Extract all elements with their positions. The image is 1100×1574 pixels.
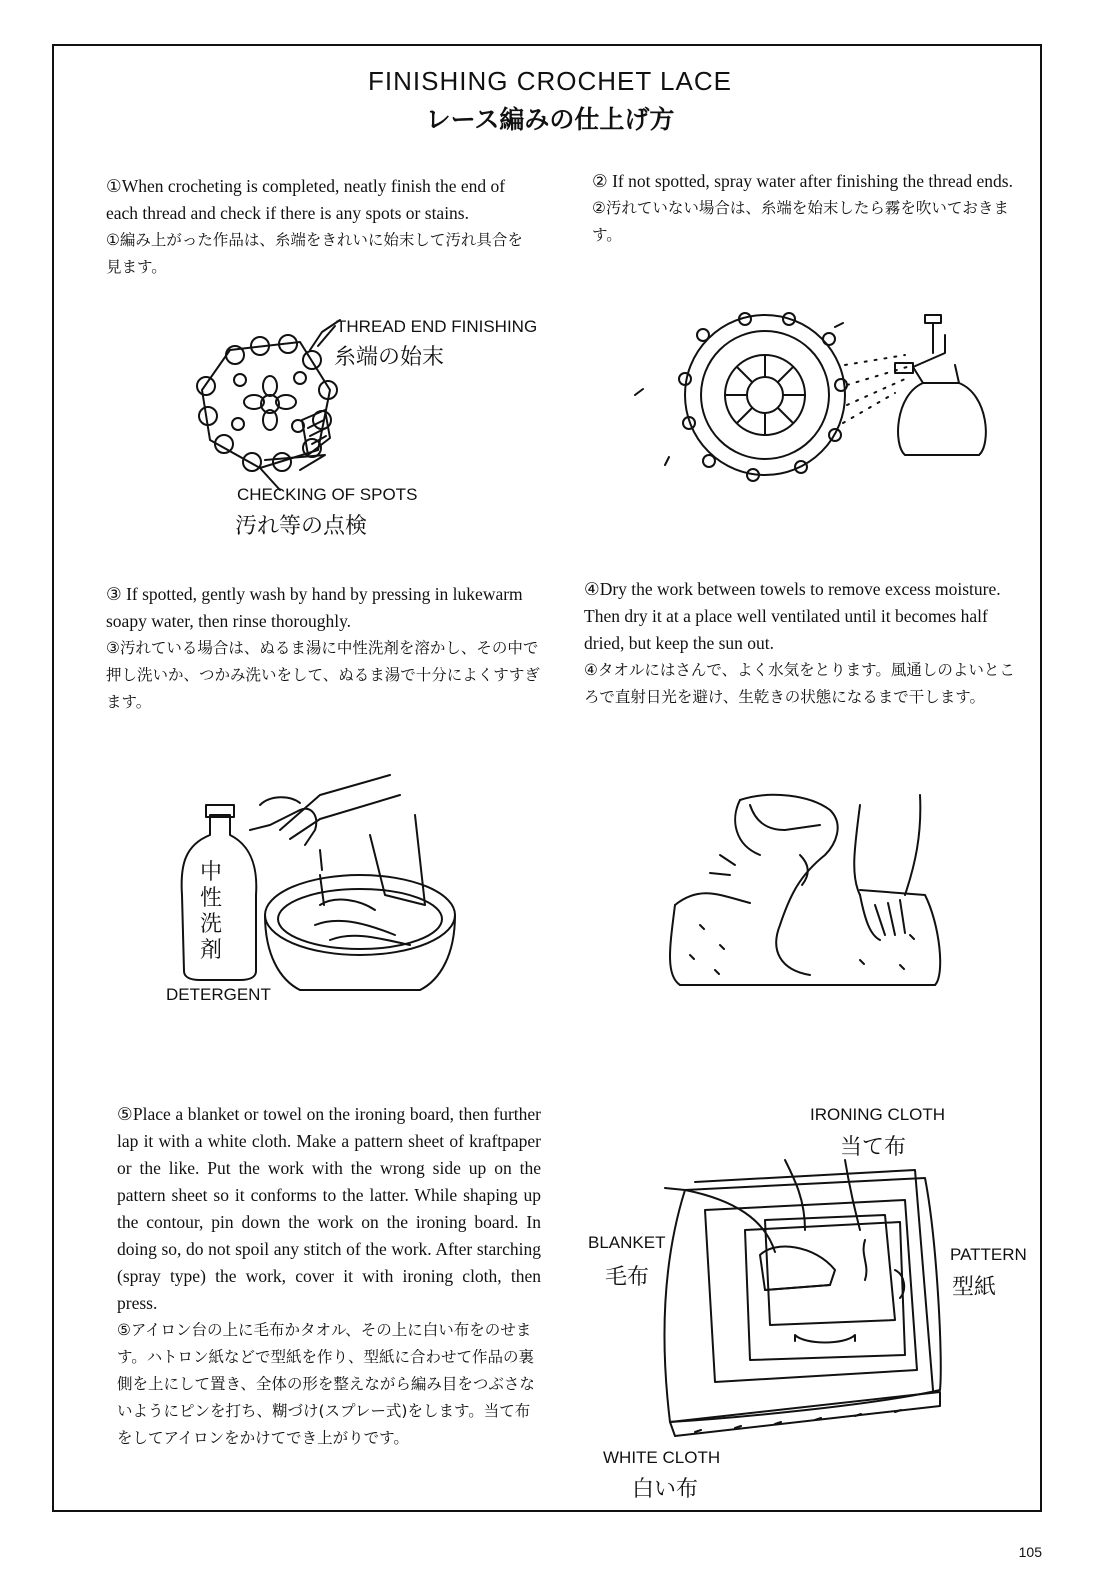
blanket-label-japanese: 毛布: [605, 1265, 650, 1290]
page-title-japanese: レース編みの仕上げ方: [425, 105, 675, 134]
step-3-english: ③ If spotted, gently wash by hand by pressing in lukewarm soapy water, then rinse thoroughly.: [106, 584, 523, 631]
ironing-cloth-label: IRONING CLOTH: [810, 1105, 946, 1124]
page-number: 105: [1018, 1544, 1042, 1560]
page-title: FINISHING CROCHET LACE: [368, 66, 732, 96]
step-5: [117, 1101, 541, 1452]
checking-spots-label-japanese: 汚れ等の点検: [235, 514, 368, 539]
step-5-english: ⑤Place a blanket or towel on the ironing board, then further lap it with a white cloth. Make a pattern sheet of kraftpaper or the like. Put the work with the wrong side up on the pattern sheet so it conforms to the latter. While shaping up the contour, pin down the work on the ironing board. In doing so, do not spoil any stitch of the work. After starching (spray type) the work, cover it with ironing cloth, then press.: [117, 1104, 541, 1313]
white-cloth-label-japanese: 白い布: [632, 1477, 699, 1502]
step-3: [106, 581, 550, 716]
thread-end-label-japanese: 糸端の始末: [334, 345, 445, 370]
spray-illustration: [625, 305, 1025, 505]
step-4-japanese: ④タオルにはさんで、よく水気をとります。風通しのよいところで直射日光を避け、生乾きの状態になるまで干します。: [584, 661, 1015, 706]
ironing-cloth-label-japanese: 当て布: [840, 1135, 907, 1160]
step-1-japanese: ①編み上がった作品は、糸端をきれいに始末して汚れ具合を見ます。: [106, 231, 523, 276]
doily-illustration: [190, 320, 350, 490]
thread-end-label: THREAD END FINISHING: [336, 317, 538, 336]
step-1: [106, 173, 536, 281]
step-2-japanese: ②汚れていない場合は、糸端を始末したら霧を吹いておきます。: [592, 199, 1009, 244]
step-2-english: ② If not spotted, spray water after finishing the thread ends.: [592, 171, 1013, 191]
detergent-bottle-label: 中性洗剤: [200, 860, 223, 963]
step-2: [592, 168, 1020, 249]
blanket-label: BLANKET: [588, 1233, 666, 1252]
pattern-label: PATTERN: [950, 1245, 1027, 1264]
detergent-label: DETERGENT: [166, 985, 271, 1004]
white-cloth-label: WHITE CLOTH: [603, 1448, 721, 1467]
step-5-japanese: ⑤アイロン台の上に毛布かタオル、その上に白い布をのせます。ハトロン紙などで型紙を作り、型紙に合わせて作品の裏側を上にして置き、全体の形を整えながら編み目をつぶさないようにピンを打ち、糊づけ(スプレー式)をします。当て布をしてアイロンをかけてでき上がりです。: [117, 1321, 535, 1447]
towel-drying-illustration: [660, 785, 950, 1000]
pattern-label-japanese: 型紙: [952, 1275, 997, 1300]
step-3-japanese: ③汚れている場合は、ぬるま湯に中性洗剤を溶かし、その中で押し洗いか、つかみ洗いをして、ぬるま湯で十分によくすすぎます。: [106, 639, 540, 711]
ironing-illustration: [655, 1160, 945, 1460]
step-4-english: ④Dry the work between towels to remove excess moisture. Then dry it at a place well ventilated until it becomes half dried, but keep the sun out.: [584, 579, 1001, 653]
checking-spots-label: CHECKING OF SPOTS: [237, 485, 418, 504]
step-1-english: ①When crocheting is completed, neatly finish the end of each thread and check if there is any spots or stains.: [106, 176, 506, 223]
step-4: [584, 576, 1030, 711]
